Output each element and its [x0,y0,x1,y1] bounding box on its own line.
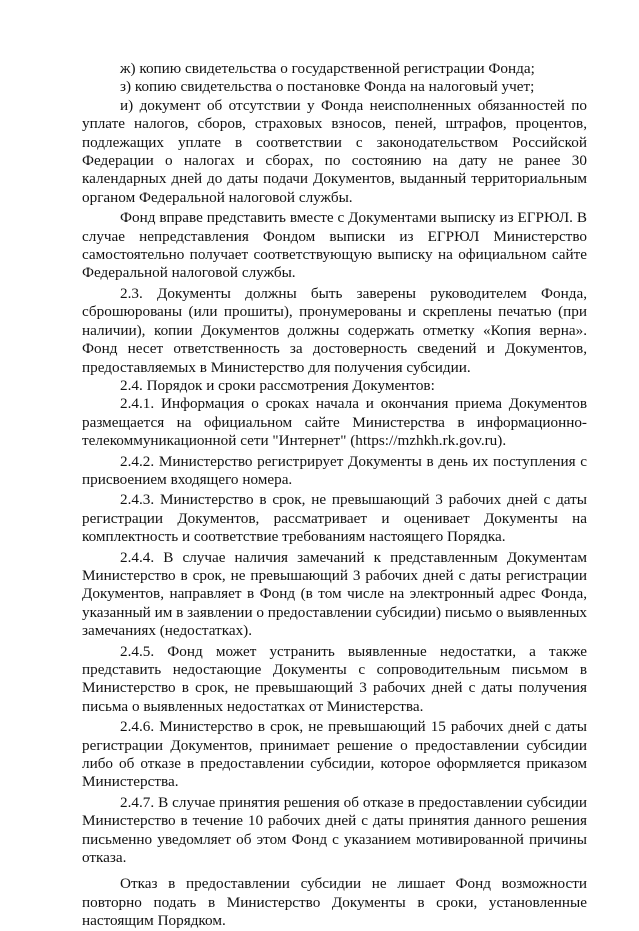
paragraph-egrul: Фонд вправе представить вместе с Документами выписку из ЕГРЮЛ. В случае непредставления Фондом выписки из ЕГРЮЛ Министерство самостоятельно получает соответствующую выписку на официальном сайте Федеральной налоговой службы. [82,209,587,282]
clause-2-4-1: 2.4.1. Информация о сроках начала и окончания приема Документов размещается на официальном сайте Министерства в информационно-телекоммуникационной сети "Интернет" (https://mzhkh.rk.gov.ru). [82,395,587,450]
item-z: з) копию свидетельства о постановке Фонда на налоговый учет; [120,78,535,96]
item-zh: ж) копию свидетельства о государственной регистрации Фонда; [120,60,535,77]
clause-2-4-5: 2.4.5. Фонд может устранить выявленные недостатки, а также представить недостающие Документы с сопроводительным письмом в Министерство в срок, не превышающий 3 рабочих дней с даты получения письма о выявленных недостатках от Министерства. [82,642,587,715]
document-body [82,60,587,931]
clause-2-3: 2.3. Документы должны быть заверены руководителем Фонда, сброшюрованы (или прошиты), пронумерованы и скреплены печатью (при наличии), копии Документов должны содержать отметку «Копия верна». Фонд несет ответственность за достоверность сведений и Документов, предоставляемых в Министерство для получения субсидии. [82,284,587,376]
clause-2-4-4: 2.4.4. В случае наличия замечаний к представленным Документам Министерство в срок, не превышающий 3 рабочих дней с даты регистрации Документов, направляет в Фонд (в том числе на электронный адрес Фонда, указанный им в заявлении о предоставлении субсидии) письмо о выявленных замечаниях (недостатках). [82,548,587,640]
clause-2-4-6: 2.4.6. Министерство в срок, не превышающий 15 рабочих дней с даты регистрации Документов, принимает решение о предоставлении субсидии либо об отказе в предоставлении субсидии, которое оформляется приказом Министерства. [82,718,587,791]
paragraph-refusal-note: Отказ в предоставлении субсидии не лишает Фонд возможности повторно подать в Министерство Документы в сроки, установленные настоящим Порядком. [82,875,587,930]
item-i: и) документ об отсутствии у Фонда неисполненных обязанностей по уплате налогов, сборов, страховых взносов, пеней, штрафов, процентов, подлежащих уплате в соответствии с законодательством Российской Федерации о налогах и сборах, по состоянию на дату не ранее 30 календарных дней до даты подачи Документов, выданный территориальным органом Федеральной налоговой службы. [82,96,587,206]
clause-2-4-7: 2.4.7. В случае принятия решения об отказе в предоставлении субсидии Министерство в течение 10 рабочих дней с даты принятия данного решения письменно уведомляет об этом Фонд с указанием мотивированной причины отказа. [82,793,587,867]
clause-2-4-3: 2.4.3. Министерство в срок, не превышающий 3 рабочих дней с даты регистрации Документов, рассматривает и оценивает Документы на комплектность и соответствие требованиям настоящего Порядка. [82,491,587,546]
clause-2-4: 2.4. Порядок и сроки рассмотрения Документов: [120,376,435,394]
clause-2-4-2: 2.4.2. Министерство регистрирует Документы в день их поступления с присвоением входящего номера. [82,452,587,488]
